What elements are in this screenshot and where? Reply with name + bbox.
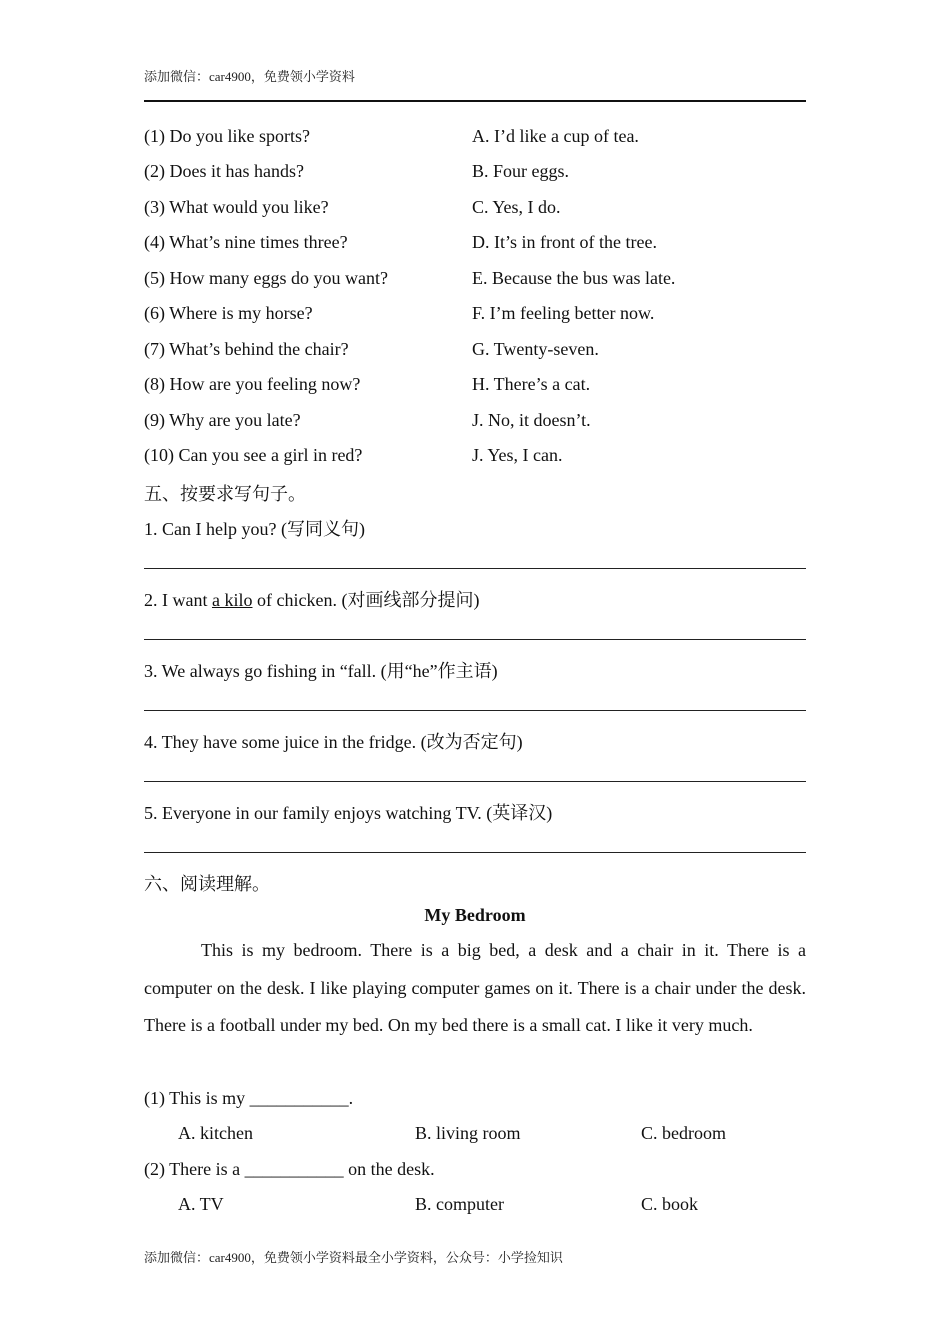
matching-question: (2) Does it has hands? [144, 161, 304, 181]
section-five-heading: 五、按要求写句子。 [144, 484, 306, 504]
option-c[interactable]: C. book [641, 1194, 699, 1214]
matching-answer: A. I’d like a cup of tea. [472, 126, 639, 146]
matching-answer: B. Four eggs. [472, 161, 570, 181]
option-a[interactable]: A. TV [178, 1194, 224, 1214]
matching-question: (8) How are you feeling now? [144, 374, 361, 394]
option-c[interactable]: C. bedroom [641, 1123, 726, 1143]
rewrite-item: 5. Everyone in our family enjoys watching TV. (英译汉) [144, 803, 553, 823]
matching-question: (10) Can you see a girl in red? [144, 445, 363, 465]
matching-answer: J. Yes, I can. [472, 445, 563, 465]
matching-question: (1) Do you like sports? [144, 126, 310, 146]
reading-question: (2) There is a ___________ on the desk. [144, 1159, 435, 1179]
matching-question: (6) Where is my horse? [144, 303, 313, 323]
answer-line[interactable] [144, 710, 806, 711]
answer-line[interactable] [144, 781, 806, 782]
page-header: 添加微信：car4900，免费领小学资料 [144, 69, 355, 84]
matching-question: (9) Why are you late? [144, 410, 301, 430]
option-a[interactable]: A. kitchen [178, 1123, 253, 1143]
section-six-heading: 六、阅读理解。 [144, 874, 270, 894]
underlined-phrase: a kilo [211, 590, 253, 610]
reading-passage: This is my bedroom. There is a big bed, a desk and a chair in it. There is a computer on the desk. I like playing computer games on it. There is a chair under the desk. There is a football under my bed. On my bed there is a small cat. I like it very much. [144, 940, 806, 1035]
reading-question: (1) This is my ___________. [144, 1088, 354, 1108]
matching-answer: G. Twenty-seven. [472, 339, 599, 359]
option-b[interactable]: B. computer [415, 1194, 504, 1214]
answer-line[interactable] [144, 852, 806, 853]
option-b[interactable]: B. living room [415, 1123, 521, 1143]
header-divider [144, 100, 806, 102]
rewrite-item: 4. They have some juice in the fridge. (改为否定句) [144, 732, 523, 752]
matching-question: (7) What’s behind the chair? [144, 339, 349, 359]
matching-question: (4) What’s nine times three? [144, 232, 348, 252]
page-footer: 添加微信：car4900，免费领小学资料最全小学资料，公众号：小学捡知识 [144, 1250, 563, 1265]
matching-answer: D. It’s in front of the tree. [472, 232, 657, 252]
matching-answer: J. No, it doesn’t. [472, 410, 591, 430]
matching-answer: C. Yes, I do. [472, 197, 561, 217]
answer-line[interactable] [144, 568, 806, 569]
matching-answer: F. I’m feeling better now. [472, 303, 655, 323]
rewrite-item: 1. Can I help you? (写同义句) [144, 519, 365, 539]
rewrite-item: 2. I want a kilo of chicken. (对画线部分提问) [144, 590, 480, 610]
passage-title: My Bedroom [424, 905, 526, 925]
matching-question: (5) How many eggs do you want? [144, 268, 388, 288]
rewrite-item: 3. We always go fishing in “fall. (用“he”作主语) [144, 661, 498, 681]
matching-answer: H. There’s a cat. [472, 374, 591, 394]
answer-line[interactable] [144, 639, 806, 640]
matching-question: (3) What would you like? [144, 197, 329, 217]
matching-answer: E. Because the bus was late. [472, 268, 676, 288]
